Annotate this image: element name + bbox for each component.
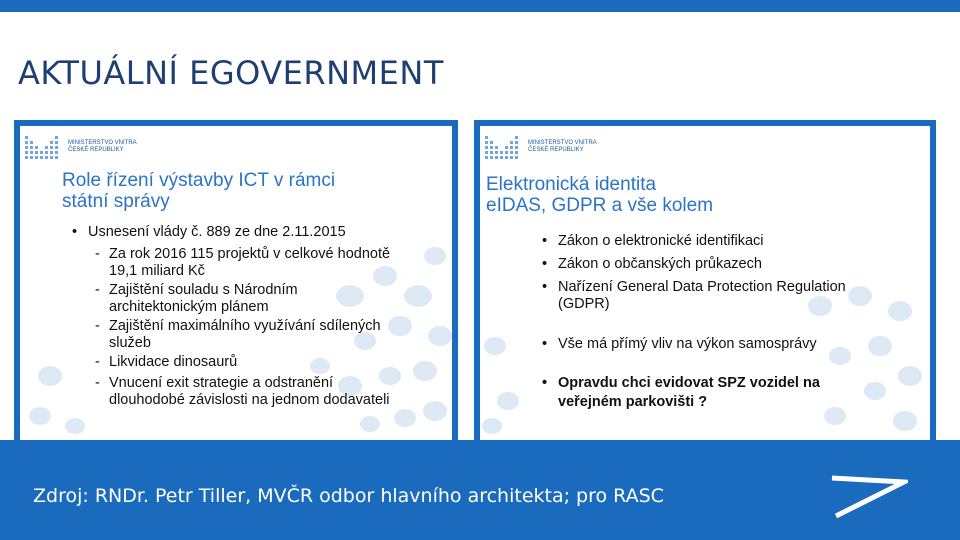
list-item-continuation: veřejném parkovišti ? — [558, 394, 708, 410]
source-caption: Zdroj: RNDr. Petr Tiller, MVČR odbor hlavního architekta; pro RASC — [33, 485, 664, 507]
list-item: • Usnesení vlády č. 889 ze dne 2.11.2015 — [88, 224, 448, 241]
ministry-logo-icon — [24, 132, 62, 162]
logo-line-2: ČESKÉ REPUBLIKY — [68, 147, 124, 153]
right-bullet-list — [558, 230, 928, 412]
list-item: - Vnucení exit strategie a odstranění dlouhodobé závislosti na jednom dodavateli — [109, 375, 449, 409]
left-slide-heading — [62, 170, 335, 212]
ministry-logo — [484, 130, 618, 164]
list-item: • Vše má přímý vliv na výkon samosprávy — [558, 333, 928, 356]
left-bullet-list — [88, 224, 448, 241]
left-slide-panel — [14, 120, 458, 440]
ministry-logo — [24, 130, 158, 164]
top-accent-bar — [0, 0, 960, 12]
logo-line-1: MINISTERSTVO VNITRA — [68, 140, 137, 146]
list-item-continuation: (GDPR) — [558, 296, 610, 312]
list-item: - Za rok 2016 115 projektů v celkové hodnotě 19,1 miliard Kč — [109, 246, 449, 280]
right-slide-heading — [486, 174, 713, 216]
left-heading-line-1: Role řízení výstavby ICT v rámci — [62, 170, 336, 191]
list-item: • Zákon o elektronické identifikaci — [558, 230, 928, 253]
right-heading-line-1: Elektronická identita — [486, 174, 657, 195]
page-title: AKTUÁLNÍ EGOVERNMENT — [18, 54, 444, 92]
right-slide — [480, 126, 930, 440]
list-item: - Zajištění souladu s Národním architektonickým plánem — [109, 282, 449, 316]
left-heading-line-2: státní správy — [62, 191, 170, 212]
list-item: • Opravdu chci evidovat SPZ vozidel na — [558, 374, 928, 393]
right-slide-panel — [474, 120, 936, 440]
right-heading-line-2: eIDAS, GDPR a vše kolem — [486, 195, 714, 216]
left-sub-list — [109, 246, 449, 409]
list-item: • Nařízení General Data Protection Regulation — [558, 276, 928, 299]
ministry-logo-text — [68, 140, 158, 154]
list-item: • Zákon o občanských průkazech — [558, 253, 928, 276]
left-slide — [20, 126, 452, 440]
arrow-logo-icon — [826, 474, 908, 520]
list-item: - Likvidace dinosaurů — [109, 354, 449, 371]
list-item: - Zajištění maximálního využívání sdílených služeb — [109, 318, 449, 352]
ministry-logo-text — [528, 140, 618, 154]
logo-line-1: MINISTERSTVO VNITRA — [528, 140, 597, 146]
logo-line-2: ČESKÉ REPUBLIKY — [528, 147, 584, 153]
ministry-logo-icon — [484, 132, 522, 162]
